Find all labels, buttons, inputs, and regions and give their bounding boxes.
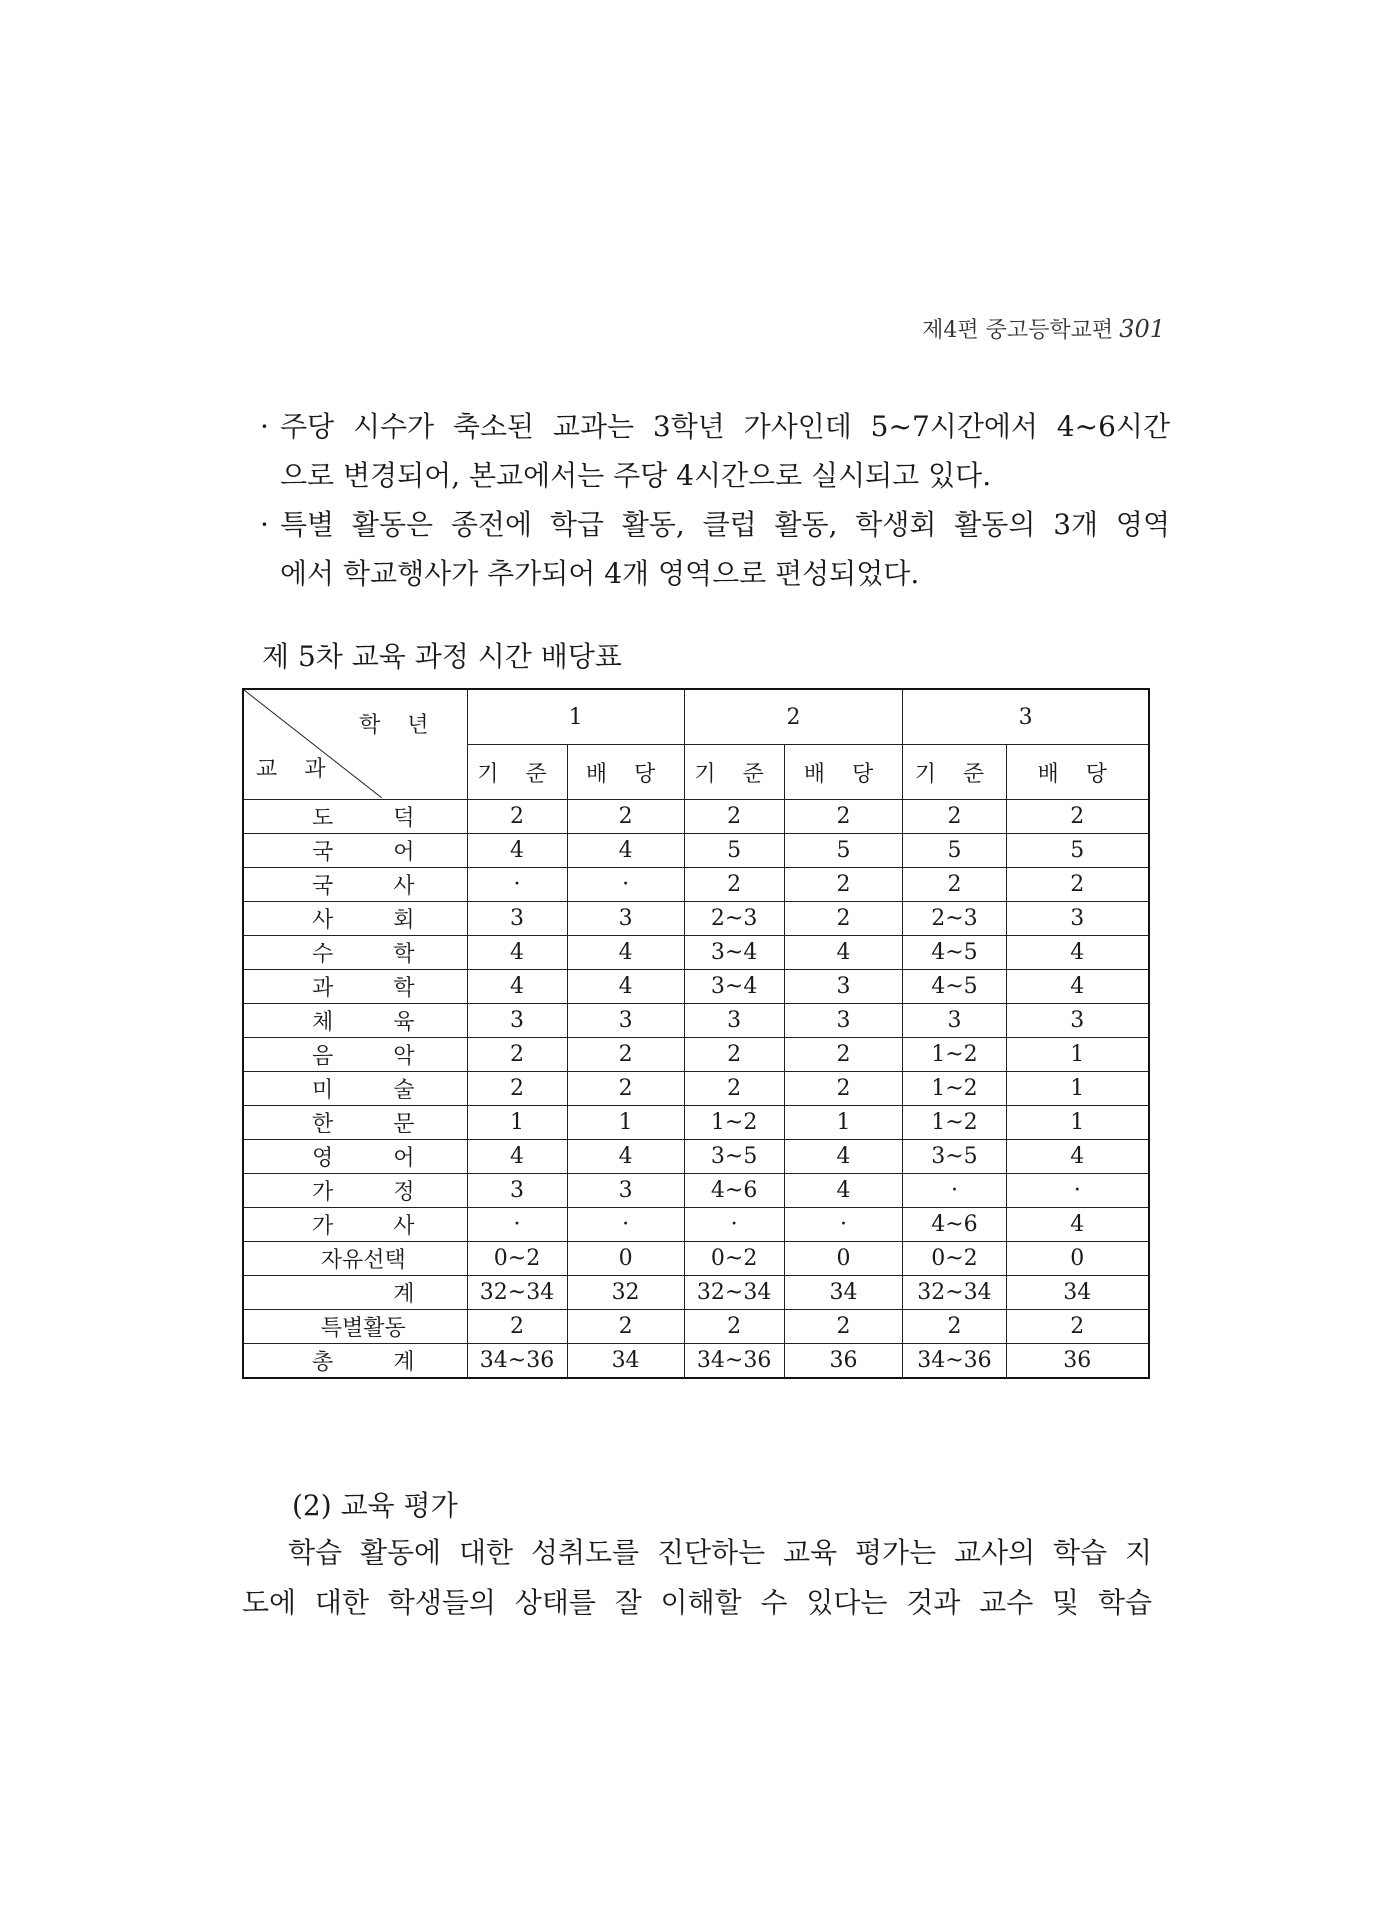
- value-cell: 2: [684, 1038, 784, 1072]
- grade-1-header: 1: [467, 689, 684, 745]
- subject-cell: [243, 1276, 467, 1310]
- value-cell: 0~2: [903, 1242, 1006, 1276]
- value-cell: 2: [1006, 1310, 1149, 1344]
- value-cell: 2: [684, 868, 784, 902]
- value-cell: 4: [1006, 970, 1149, 1004]
- subject-label: 자유선택: [320, 1248, 406, 1273]
- value-cell: 5: [784, 834, 903, 868]
- value-cell: 3: [784, 970, 903, 1004]
- value-cell: 2: [684, 1310, 784, 1344]
- value-cell: 34: [1006, 1276, 1149, 1310]
- value-cell: ·: [1006, 1174, 1149, 1208]
- subject-label: 사: [393, 874, 415, 899]
- subject-cell: [243, 868, 467, 902]
- table-row: [243, 970, 1149, 1004]
- subject-label: 국: [312, 874, 334, 899]
- subject-label: 술: [393, 1078, 415, 1103]
- value-cell: 4~5: [903, 970, 1006, 1004]
- value-cell: 4: [784, 1174, 903, 1208]
- subject-cell: [243, 1004, 467, 1038]
- section-title: (2) 교육 평가: [292, 1489, 458, 1522]
- subheader-cell: 기 준: [684, 745, 784, 800]
- bullet-list: [260, 402, 1170, 598]
- value-cell: 0~2: [684, 1242, 784, 1276]
- value-cell: 3: [467, 1174, 567, 1208]
- value-cell: 2: [684, 1072, 784, 1106]
- value-cell: 5: [684, 834, 784, 868]
- value-cell: 1: [1006, 1106, 1149, 1140]
- subject-heading: 교 과: [256, 757, 336, 782]
- subject-cell: [243, 1038, 467, 1072]
- value-cell: 3: [903, 1004, 1006, 1038]
- value-cell: 3: [567, 1004, 684, 1038]
- table-row: [243, 800, 1149, 834]
- value-cell: 3: [1006, 902, 1149, 936]
- table-row: [243, 936, 1149, 970]
- subheader-cell: 기 준: [467, 745, 567, 800]
- value-cell: 4: [1006, 1208, 1149, 1242]
- value-cell: 4~6: [903, 1208, 1006, 1242]
- grade-2-header: 2: [684, 689, 903, 745]
- value-cell: 3: [567, 1174, 684, 1208]
- subject-label: 과: [312, 976, 334, 1001]
- subheader-cell: 배 당: [1006, 745, 1149, 800]
- value-cell: 2: [784, 902, 903, 936]
- subject-label: 계: [393, 1282, 415, 1307]
- subject-cell: [243, 970, 467, 1004]
- value-cell: 36: [784, 1344, 903, 1379]
- bullet-item: [260, 402, 1170, 500]
- value-cell: 2: [467, 1072, 567, 1106]
- subject-cell: [243, 902, 467, 936]
- subject-cell: [243, 1174, 467, 1208]
- header-text: 제4편 중고등학교편: [922, 318, 1114, 343]
- value-cell: 2: [467, 1310, 567, 1344]
- value-cell: 4~6: [684, 1174, 784, 1208]
- table-row: [243, 1310, 1149, 1344]
- value-cell: 4: [567, 1140, 684, 1174]
- value-cell: 2: [903, 800, 1006, 834]
- value-cell: 4: [1006, 1140, 1149, 1174]
- table-row: [243, 1140, 1149, 1174]
- table-row: [243, 868, 1149, 902]
- value-cell: 5: [1006, 834, 1149, 868]
- subject-label: 체: [312, 1010, 334, 1035]
- value-cell: 34~36: [903, 1344, 1006, 1379]
- value-cell: 2: [467, 800, 567, 834]
- bullet-line: 특별 활동은 종전에 학급 활동, 클럽 활동, 학생회 활동의 3개 영역: [280, 508, 1170, 541]
- subject-cell: [243, 1072, 467, 1106]
- value-cell: 2: [784, 1310, 903, 1344]
- bullet-marker: ·: [260, 410, 269, 443]
- subject-cell: [243, 1106, 467, 1140]
- value-cell: 3~5: [903, 1140, 1006, 1174]
- value-cell: 2: [684, 800, 784, 834]
- value-cell: 1~2: [903, 1106, 1006, 1140]
- value-cell: 3~5: [684, 1140, 784, 1174]
- grade-3-header: 3: [903, 689, 1149, 745]
- subheader-cell: 배 당: [784, 745, 903, 800]
- subject-cell: [243, 936, 467, 970]
- value-cell: 2: [467, 1038, 567, 1072]
- table-row: [243, 1038, 1149, 1072]
- value-cell: ·: [784, 1208, 903, 1242]
- subheader-cell: 기 준: [903, 745, 1006, 800]
- subject-label: 사: [393, 1214, 415, 1239]
- value-cell: 4: [567, 834, 684, 868]
- value-cell: 34~36: [684, 1344, 784, 1379]
- value-cell: 4: [467, 1140, 567, 1174]
- value-cell: 2: [1006, 800, 1149, 834]
- value-cell: 0~2: [467, 1242, 567, 1276]
- value-cell: 4~5: [903, 936, 1006, 970]
- paragraph-line: 도에 대한 학생들의 상태를 잘 이해할 수 있다는 것과 교수 및 학습: [242, 1586, 1152, 1619]
- subject-label: 어: [393, 1146, 415, 1171]
- table-row: [243, 902, 1149, 936]
- value-cell: 2: [567, 1038, 684, 1072]
- value-cell: 2: [784, 1038, 903, 1072]
- value-cell: 5: [903, 834, 1006, 868]
- table-body: [243, 800, 1149, 1379]
- subject-label: 어: [393, 840, 415, 865]
- value-cell: 0: [567, 1242, 684, 1276]
- subject-cell: [243, 1242, 467, 1276]
- subject-label: 회: [393, 908, 415, 933]
- paragraph-line: 학습 활동에 대한 성취도를 진단하는 교육 평가는 교사의 학습 지: [288, 1536, 1152, 1569]
- bullet-marker: ·: [260, 508, 269, 541]
- subject-label: 한: [312, 1112, 334, 1137]
- bullet-line: 에서 학교행사가 추가되어 4개 영역으로 편성되었다.: [280, 557, 920, 590]
- value-cell: 1: [467, 1106, 567, 1140]
- value-cell: 1: [1006, 1072, 1149, 1106]
- value-cell: 2: [903, 1310, 1006, 1344]
- subject-label: 사: [312, 908, 334, 933]
- subject-label: 국: [312, 840, 334, 865]
- bullet-line: 으로 변경되어, 본교에서는 주당 4시간으로 실시되고 있다.: [280, 459, 992, 492]
- subject-label: 수: [312, 942, 334, 967]
- grade-heading: 학 년: [359, 713, 439, 738]
- value-cell: 4: [784, 936, 903, 970]
- value-cell: 0: [784, 1242, 903, 1276]
- subject-label: [278, 1277, 338, 1308]
- subject-label: 영: [312, 1146, 334, 1171]
- subject-label: 계: [393, 1350, 415, 1375]
- value-cell: 3: [467, 902, 567, 936]
- value-cell: 34: [784, 1276, 903, 1310]
- subject-cell: [243, 1310, 467, 1344]
- subject-label: 가: [312, 1180, 334, 1205]
- subject-cell: [243, 1344, 467, 1379]
- value-cell: 2: [784, 1072, 903, 1106]
- value-cell: 32: [567, 1276, 684, 1310]
- subject-cell: [243, 1140, 467, 1174]
- schedule-table: [242, 688, 1150, 1379]
- subject-label: 총: [312, 1350, 334, 1375]
- bullet-line: 주당 시수가 축소된 교과는 3학년 가사인데 5~7시간에서 4~6시간: [280, 410, 1170, 443]
- value-cell: 2: [567, 800, 684, 834]
- table-row: [243, 1174, 1149, 1208]
- value-cell: 3~4: [684, 936, 784, 970]
- value-cell: 4: [467, 936, 567, 970]
- subject-label: 가: [312, 1214, 334, 1239]
- subheader-cell: 배 당: [567, 745, 684, 800]
- value-cell: ·: [467, 868, 567, 902]
- table-row: [243, 1344, 1149, 1379]
- subject-cell: [243, 1208, 467, 1242]
- value-cell: ·: [467, 1208, 567, 1242]
- value-cell: 1: [567, 1106, 684, 1140]
- value-cell: 1: [784, 1106, 903, 1140]
- value-cell: 2~3: [903, 902, 1006, 936]
- value-cell: 2~3: [684, 902, 784, 936]
- value-cell: 2: [567, 1072, 684, 1106]
- subject-label: 음: [312, 1044, 334, 1069]
- value-cell: 2: [903, 868, 1006, 902]
- value-cell: 4: [467, 834, 567, 868]
- value-cell: 2: [567, 1310, 684, 1344]
- subject-label: 특별활동: [320, 1316, 406, 1341]
- table-row: [243, 834, 1149, 868]
- subject-cell: [243, 834, 467, 868]
- subject-label: 정: [393, 1180, 415, 1205]
- value-cell: 2: [1006, 868, 1149, 902]
- value-cell: ·: [567, 1208, 684, 1242]
- value-cell: 3: [467, 1004, 567, 1038]
- value-cell: 34: [567, 1344, 684, 1379]
- corner-cell: [243, 689, 467, 800]
- subject-label: 악: [393, 1044, 415, 1069]
- value-cell: 36: [1006, 1344, 1149, 1379]
- value-cell: 4: [1006, 936, 1149, 970]
- subject-label: 덕: [393, 806, 415, 831]
- running-header: [922, 313, 1165, 344]
- value-cell: 3: [1006, 1004, 1149, 1038]
- value-cell: 1~2: [684, 1106, 784, 1140]
- value-cell: 1~2: [903, 1072, 1006, 1106]
- value-cell: 0: [1006, 1242, 1149, 1276]
- bullet-item: [260, 500, 1170, 598]
- subject-cell: [243, 800, 467, 834]
- subject-label: 미: [312, 1078, 334, 1103]
- value-cell: 4: [567, 936, 684, 970]
- table-row: [243, 1106, 1149, 1140]
- value-cell: 3: [684, 1004, 784, 1038]
- subject-label: 육: [393, 1010, 415, 1035]
- table-row: [243, 1072, 1149, 1106]
- value-cell: ·: [903, 1174, 1006, 1208]
- value-cell: 3~4: [684, 970, 784, 1004]
- value-cell: 3: [567, 902, 684, 936]
- value-cell: 4: [467, 970, 567, 1004]
- table-row: [243, 1242, 1149, 1276]
- subject-label: 도: [312, 806, 334, 831]
- value-cell: 32~34: [684, 1276, 784, 1310]
- page-number: 301: [1119, 315, 1165, 343]
- value-cell: ·: [567, 868, 684, 902]
- value-cell: 2: [784, 868, 903, 902]
- value-cell: 4: [567, 970, 684, 1004]
- value-cell: 32~34: [903, 1276, 1006, 1310]
- value-cell: 32~34: [467, 1276, 567, 1310]
- value-cell: 2: [784, 800, 903, 834]
- table-row: [243, 1276, 1149, 1310]
- value-cell: ·: [684, 1208, 784, 1242]
- subject-label: 학: [393, 976, 415, 1001]
- value-cell: 4: [784, 1140, 903, 1174]
- subject-label: 학: [393, 942, 415, 967]
- table-row: [243, 1208, 1149, 1242]
- value-cell: 3: [784, 1004, 903, 1038]
- table-title: 제 5차 교육 과정 시간 배당표: [262, 640, 622, 673]
- value-cell: 34~36: [467, 1344, 567, 1379]
- body-paragraph: [242, 1528, 1152, 1628]
- value-cell: 1: [1006, 1038, 1149, 1072]
- table-row: [243, 1004, 1149, 1038]
- subject-label: 문: [393, 1112, 415, 1137]
- value-cell: 1~2: [903, 1038, 1006, 1072]
